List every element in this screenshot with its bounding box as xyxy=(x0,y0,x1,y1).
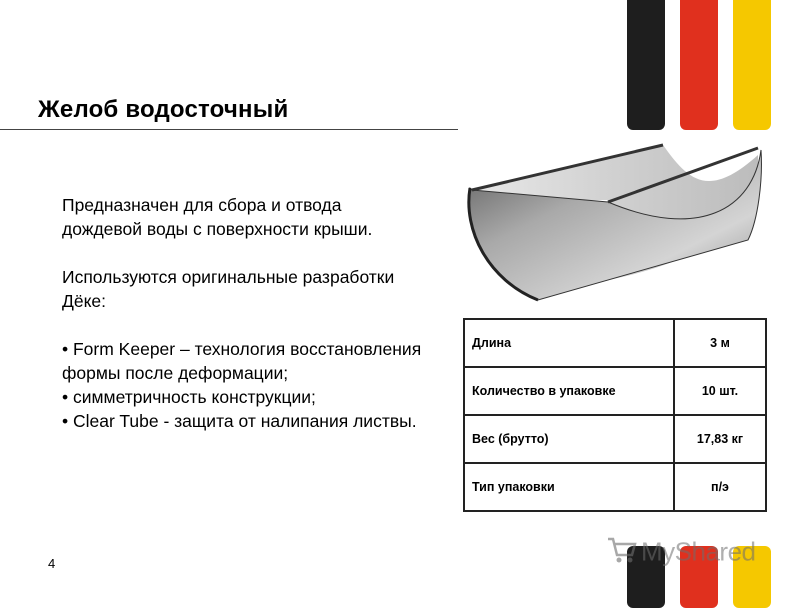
table-row xyxy=(464,415,766,463)
specs-table xyxy=(463,318,767,512)
gutter-illustration xyxy=(458,140,768,310)
spec-label: Количество в упаковке xyxy=(464,367,674,415)
watermark-logo xyxy=(606,535,756,572)
table-row xyxy=(464,367,766,415)
watermark-text: MyShared xyxy=(641,536,756,567)
spec-label: Вес (брутто) xyxy=(464,415,674,463)
spec-value: 17,83 кг xyxy=(674,415,766,463)
brand-stripe-red-top xyxy=(680,0,718,130)
spec-value: 10 шт. xyxy=(674,367,766,415)
spec-label: Тип упаковки xyxy=(464,463,674,511)
shopping-cart-icon xyxy=(606,535,638,572)
feature-bullet: • симметричность конструкции; xyxy=(62,387,316,407)
feature-bullet: • Clear Tube - защита от налипания листвы. xyxy=(62,411,417,431)
spec-label: Длина xyxy=(464,319,674,367)
page-number: 4 xyxy=(48,556,56,571)
brand-stripe-black-top xyxy=(627,0,665,130)
description-paragraph: Предназначен для сбора и отвода дождевой воды с поверхности крыши. xyxy=(62,195,373,239)
spec-value: 3 м xyxy=(674,319,766,367)
table-row xyxy=(464,319,766,367)
slide-title: Желоб водосточный xyxy=(38,96,289,123)
table-row xyxy=(464,463,766,511)
title-divider xyxy=(0,129,458,130)
brand-stripe-yellow-top xyxy=(733,0,771,130)
description-paragraph: Используются оригинальные разработки Дёке: xyxy=(62,267,395,311)
description-text xyxy=(62,193,422,433)
spec-value: п/э xyxy=(674,463,766,511)
feature-bullet: • Form Keeper – технология восстановления формы после деформации; xyxy=(62,339,422,383)
